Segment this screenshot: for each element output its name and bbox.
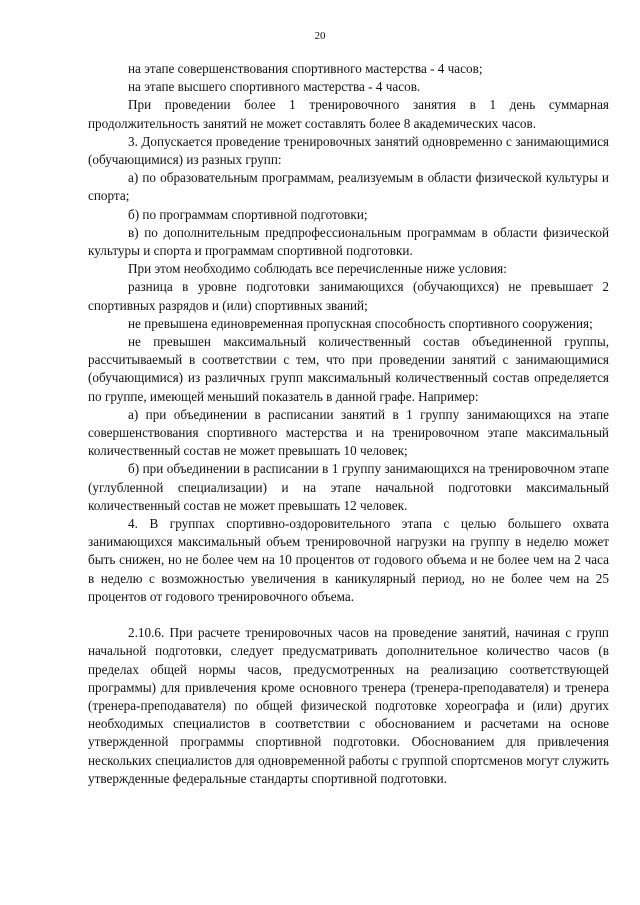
paragraph: 2.10.6. При расчете тренировочных часов на проведение занятий, начиная с групп начальной подготовки, следует предусматривать дополнительное количество часов (в пределах общей нормы часов, предусмотренных на реализацию соответствующей программы) для привлечения кроме основного тренера (тренера-преподавателя) и тренера (тренера-преподавателя) по общей физической подготовке хореографа и (или) других необходимых специалистов в соответствии с обоснованием и расчетами на основе утвержденной программы спортивной подготовки. Обоснованием для привлечения нескольких специалистов для одновременной работы с группой спортсменов могут служить утвержденные федеральные стандарты спортивной подготовки. xyxy=(88,625,609,786)
page-number: 20 xyxy=(314,30,326,42)
document-body xyxy=(88,60,609,788)
paragraph: а) по образовательным программам, реализуемым в области физической культуры и спорта; xyxy=(88,170,609,204)
paragraph: б) при объединении в расписании в 1 группу занимающихся на тренировочном этапе (углубленной специализации) и на этапе начальной подготовки максимальный количественный состав не может превышать 12 человек. xyxy=(88,461,609,513)
paragraph: 4. В группах спортивно-оздоровительного этапа с целью большего охвата занимающихся максимальный объем тренировочной нагрузки на группу в неделю может быть снижен, но не более чем на 10 процентов от годового объема и не более чем на 2 часа в неделю с возможностью увеличения в каникулярный период, но не более чем на 25 процентов от годового тренировочного объема. xyxy=(88,516,609,604)
paragraph: 3. Допускается проведение тренировочных занятий одновременно с занимающимися (обучающимися) из разных групп: xyxy=(88,133,609,168)
paragraph: на этапе высшего спортивного мастерства - 4 часов. xyxy=(128,79,421,95)
paragraph: на этапе совершенствования спортивного мастерства - 4 часов; xyxy=(128,61,483,76)
paragraph: не превышена единовременная пропускная способность спортивного сооружения; xyxy=(128,315,593,331)
paragraph: При проведении более 1 тренировочного занятия в 1 день суммарная продолжительность занятий не может составлять более 8 академических часов. xyxy=(88,97,609,131)
paragraph: а) при объединении в расписании занятий в 1 группу занимающихся на этапе совершенствования спортивного мастерства и на тренировочном этапе максимальный количественный состав не может превышать 10 человек; xyxy=(88,406,609,459)
paragraph: б) по программам спортивной подготовки; xyxy=(128,206,368,222)
paragraph: не превышен максимальный количественный состав объединенной группы, рассчитываемый в соответствии с тем, что при проведении занятий с занимающимися (обучающимися) из различных групп максимальный количественный состав определяется по группе, имеющей меньший показатель в данной графе. Например: xyxy=(88,334,609,404)
paragraph: разница в уровне подготовки занимающихся (обучающихся) не превышает 2 спортивных разрядов и (или) спортивных званий; xyxy=(88,279,609,313)
paragraph: в) по дополнительным предпрофессиональным программам в области физической культуры и спорта и программам спортивной подготовки. xyxy=(88,224,609,259)
paragraph: При этом необходимо соблюдать все перечисленные ниже условия: xyxy=(128,261,507,277)
